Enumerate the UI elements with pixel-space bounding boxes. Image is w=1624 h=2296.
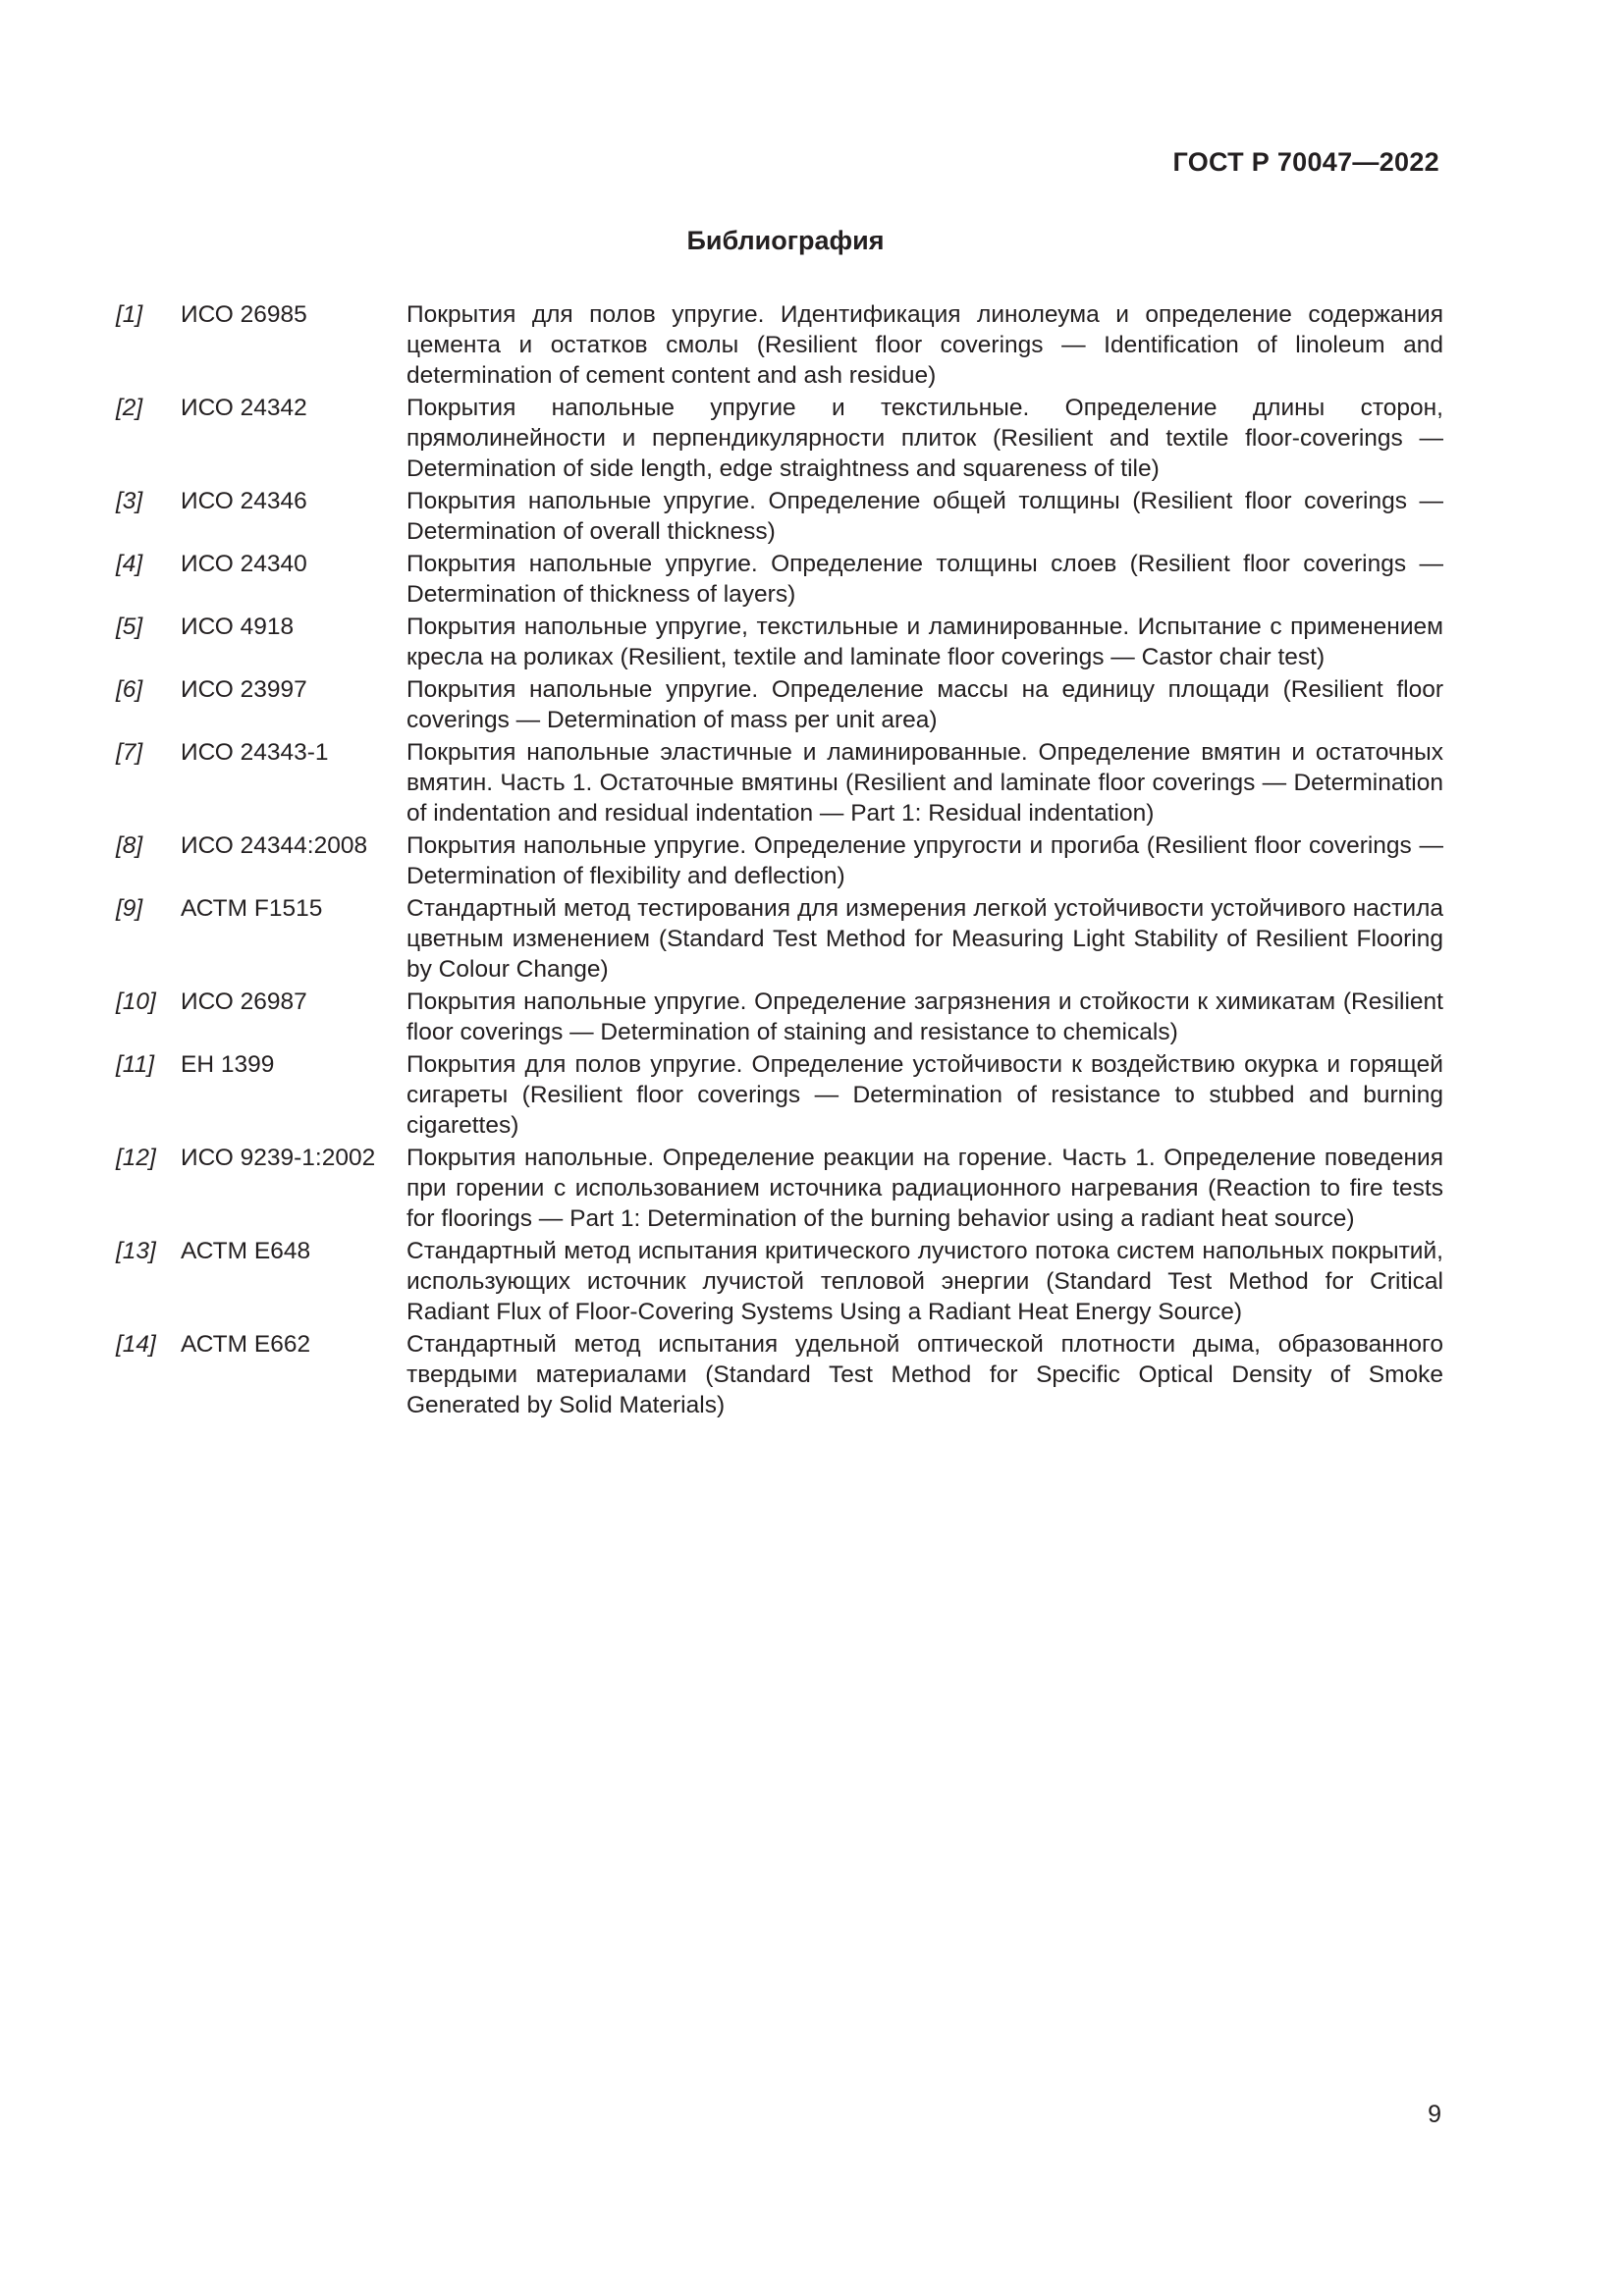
entry-title: Покрытия напольные упругие и текстильные. Определение длины сторон, прямолинейности и перпендикулярности плиток (Resilient and textile floor-coverings — Determination of side length, edge straightness and squareness of tile) bbox=[406, 395, 1443, 482]
entry-number: [11] bbox=[116, 1051, 155, 1078]
entry-number: [7] bbox=[116, 739, 143, 766]
entry-title: Покрытия напольные упругие. Определение общей толщины (Resilient floor coverings — Determination of overall thickness) bbox=[406, 488, 1443, 545]
bibliography-entry bbox=[116, 830, 1443, 891]
entry-standard-code: ИСО 24343-1 bbox=[181, 739, 329, 766]
entry-standard-code: ИСО 24346 bbox=[181, 488, 307, 514]
document-code: ГОСТ Р 70047—2022 bbox=[1172, 147, 1439, 177]
bibliography-entry bbox=[116, 486, 1443, 547]
entry-standard-code: ИСО 26987 bbox=[181, 988, 307, 1015]
entry-number: [10] bbox=[116, 988, 156, 1015]
entry-number: [8] bbox=[116, 832, 143, 859]
bibliography-entry bbox=[116, 393, 1443, 484]
entry-title: Покрытия напольные эластичные и ламинированные. Определение вмятин и остаточных вмятин. Часть 1. Остаточные вмятины (Resilient and laminate floor coverings — Determination of indentation and residual indentation — Part 1: Residual indentation) bbox=[406, 739, 1443, 827]
entry-number: [9] bbox=[116, 895, 143, 922]
entry-standard-code: ИСО 4918 bbox=[181, 614, 295, 640]
entry-standard-code: ИСО 23997 bbox=[181, 676, 307, 703]
bibliography-entry bbox=[116, 1236, 1443, 1327]
entry-number: [12] bbox=[116, 1145, 156, 1171]
bibliography-entry bbox=[116, 612, 1443, 672]
section-title: Библиография bbox=[686, 226, 885, 255]
entry-number: [6] bbox=[116, 676, 143, 703]
entry-title: Покрытия напольные упругие. Определение толщины слоев (Resilient floor coverings — Determination of thickness of layers) bbox=[406, 551, 1443, 608]
entry-number: [13] bbox=[116, 1238, 156, 1264]
bibliography-entry bbox=[116, 299, 1443, 391]
entry-standard-code: АСТМ Е662 bbox=[181, 1331, 311, 1358]
page-number: 9 bbox=[1428, 2101, 1441, 2128]
bibliography-entry bbox=[116, 674, 1443, 735]
bibliography-entry bbox=[116, 549, 1443, 610]
entry-standard-code: ЕН 1399 bbox=[181, 1051, 275, 1078]
entry-standard-code: ИСО 24342 bbox=[181, 395, 307, 421]
bibliography-entry bbox=[116, 987, 1443, 1047]
entry-number: [2] bbox=[116, 395, 143, 421]
entry-number: [14] bbox=[116, 1331, 156, 1358]
entry-title: Покрытия для полов упругие. Идентификация линолеума и определение содержания цемента и остатков смолы (Resilient floor coverings — Identification of linoleum and determination of cement content and ash residue) bbox=[406, 301, 1443, 389]
entry-number: [4] bbox=[116, 551, 143, 577]
bibliography-list bbox=[116, 299, 1443, 1422]
entry-title: Покрытия напольные упругие, текстильные и ламинированные. Испытание с применением кресла на роликах (Resilient, textile and laminate floor coverings — Castor chair test) bbox=[406, 614, 1443, 670]
entry-title: Стандартный метод тестирования для измерения легкой устойчивости устойчивого настила цветным изменением (Standard Test Method for Measuring Light Stability of Resilient Flooring by Colour Change) bbox=[406, 895, 1443, 983]
entry-title: Покрытия напольные упругие. Определение массы на единицу площади (Resilient floor coverings — Determination of mass per unit area) bbox=[406, 676, 1443, 733]
entry-title: Стандартный метод испытания удельной оптической плотности дыма, образованного твердыми материалами (Standard Test Method for Specific Optical Density of Smoke Generated by Solid Materials) bbox=[406, 1331, 1443, 1418]
entry-title: Стандартный метод испытания критического лучистого потока систем напольных покрытий, использующих источник лучистой тепловой энергии (Standard Test Method for Critical Radiant Flux of Floor-Covering Systems Using a Radiant Heat Energy Source) bbox=[406, 1238, 1443, 1325]
entry-standard-code: ИСО 24344:2008 bbox=[181, 832, 368, 859]
bibliography-entry bbox=[116, 893, 1443, 985]
bibliography-entry bbox=[116, 737, 1443, 828]
entry-title: Покрытия напольные. Определение реакции на горение. Часть 1. Определение поведения при горении с использованием источника радиационного нагревания (Reaction to fire tests for floorings — Part 1: Determination of the burning behavior using a radiant heat source) bbox=[406, 1145, 1443, 1232]
entry-number: [3] bbox=[116, 488, 143, 514]
entry-standard-code: ИСО 24340 bbox=[181, 551, 307, 577]
entry-title: Покрытия для полов упругие. Определение устойчивости к воздействию окурка и горящей сигареты (Resilient floor coverings — Determination of resistance to stubbed and burning cigarettes) bbox=[406, 1051, 1443, 1139]
entry-standard-code: ИСО 26985 bbox=[181, 301, 307, 328]
bibliography-entry bbox=[116, 1143, 1443, 1234]
entry-title: Покрытия напольные упругие. Определение упругости и прогиба (Resilient floor coverings — Determination of flexibility and deflection) bbox=[406, 832, 1443, 889]
entry-number: [1] bbox=[116, 301, 143, 328]
entry-standard-code: АСТМ Е648 bbox=[181, 1238, 311, 1264]
entry-standard-code: АСТМ F1515 bbox=[181, 895, 323, 922]
entry-number: [5] bbox=[116, 614, 143, 640]
bibliography-entry bbox=[116, 1329, 1443, 1420]
bibliography-entry bbox=[116, 1049, 1443, 1141]
entry-standard-code: ИСО 9239-1:2002 bbox=[181, 1145, 376, 1171]
entry-title: Покрытия напольные упругие. Определение загрязнения и стойкости к химикатам (Resilient floor coverings — Determination of staining and resistance to chemicals) bbox=[406, 988, 1443, 1045]
